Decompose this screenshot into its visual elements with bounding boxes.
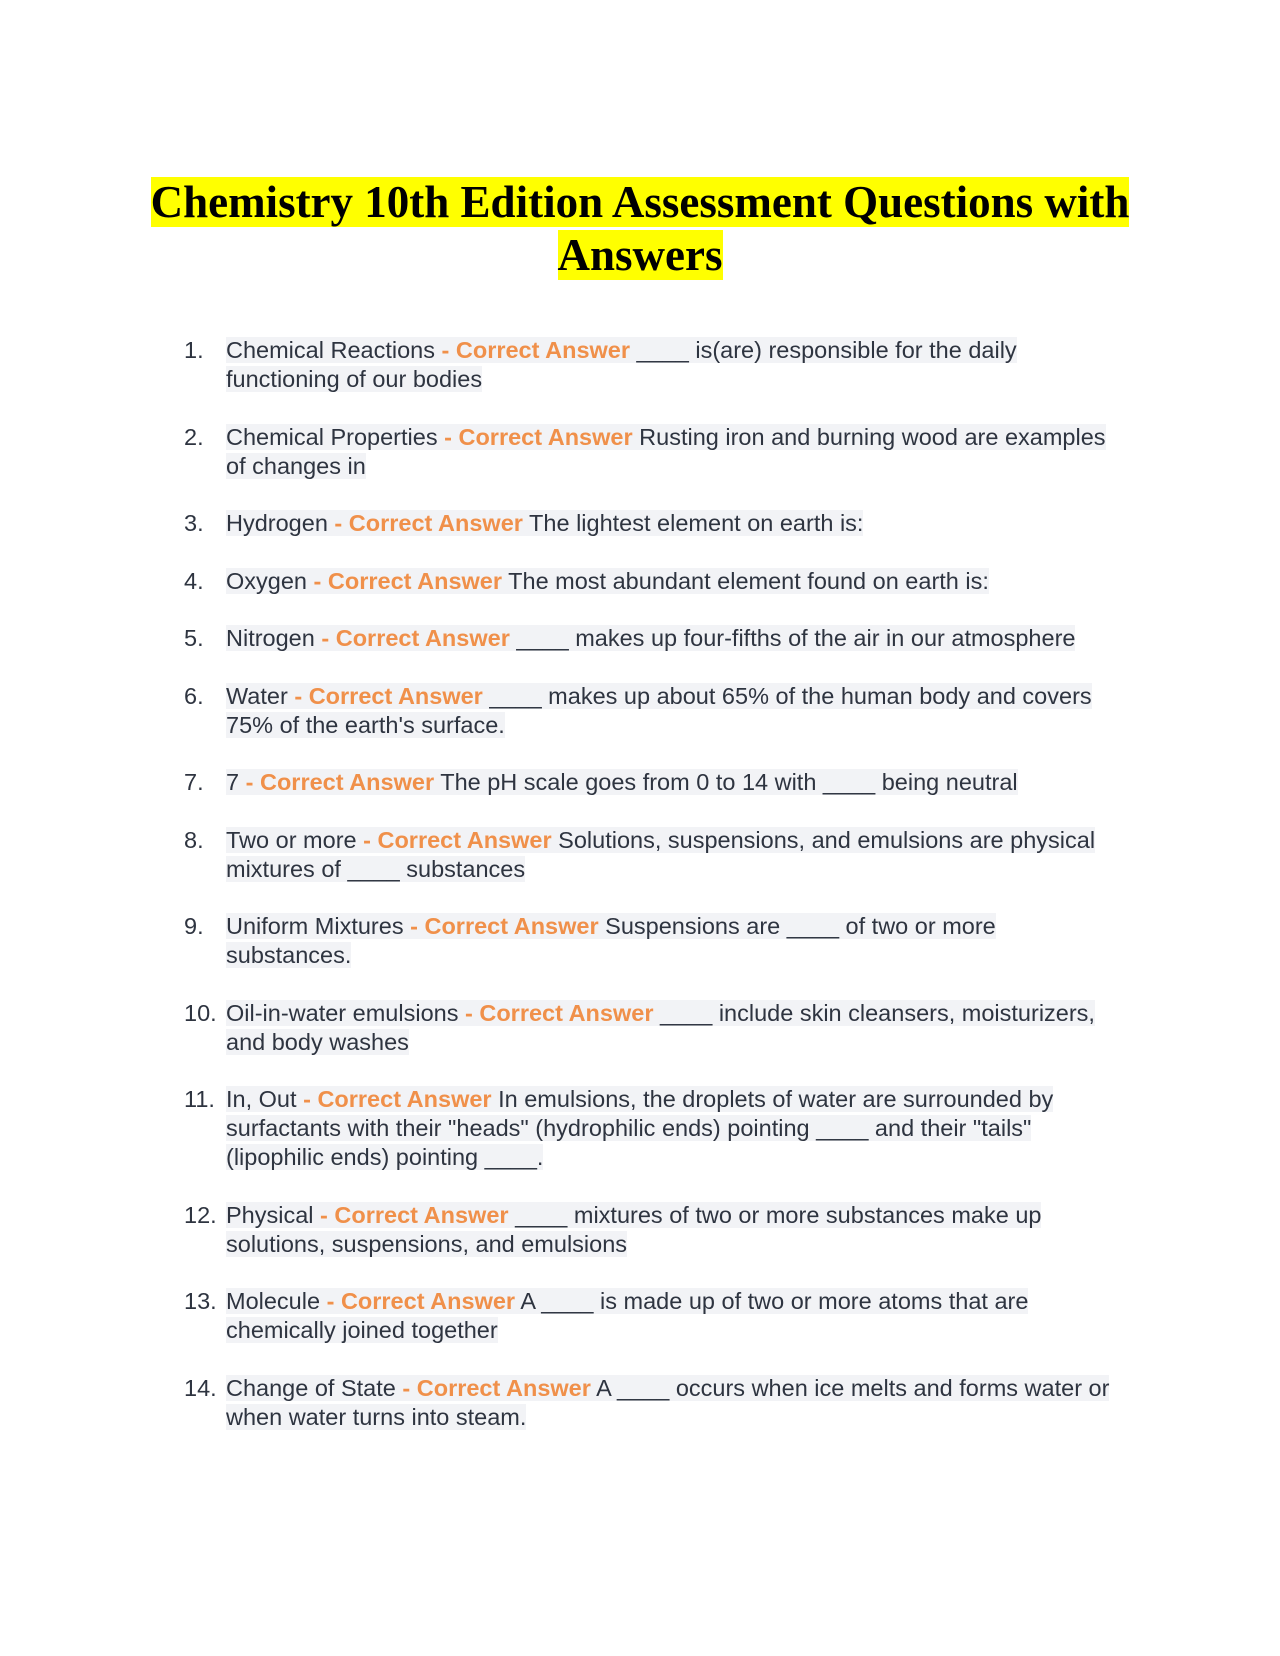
item-text: [226, 769, 1018, 795]
item-number: 11.: [184, 1086, 215, 1112]
item-number: 7.: [184, 769, 204, 795]
answer-separator: -: [307, 567, 328, 594]
item-text: [226, 1375, 1109, 1430]
item-text: [226, 510, 863, 536]
list-item: [184, 509, 1114, 538]
item-text: [226, 1000, 1095, 1055]
item-answer: Hydrogen: [226, 510, 328, 536]
correct-answer-label: Correct Answer: [458, 423, 633, 450]
item-text: [226, 625, 1075, 651]
item-question: The most abundant element found on earth is:: [508, 567, 989, 594]
list-item: [184, 624, 1114, 653]
answer-separator: -: [296, 1086, 318, 1112]
item-number: 13.: [184, 1288, 217, 1314]
item-number: 9.: [184, 913, 204, 939]
item-answer: Chemical Properties: [226, 423, 438, 450]
correct-answer-label: Correct Answer: [479, 999, 654, 1026]
item-text: [226, 337, 1017, 392]
item-number: 12.: [184, 1201, 217, 1228]
item-number: 3.: [184, 510, 204, 536]
item-question: The lightest element on earth is:: [529, 510, 864, 536]
correct-answer-label: Correct Answer: [335, 625, 510, 651]
item-number: 14.: [184, 1374, 217, 1401]
item-text: [226, 913, 996, 968]
answer-separator: -: [320, 1288, 341, 1314]
item-number: 2.: [184, 423, 204, 450]
item-text: [226, 1288, 1028, 1343]
item-question: Rusting iron and burning wood are examples of changes in: [226, 423, 1106, 479]
item-answer: Uniform Mixtures: [226, 913, 404, 939]
list-item: [184, 826, 1114, 884]
list-item: [184, 912, 1114, 970]
list-item: [184, 1287, 1114, 1345]
correct-answer-label: Correct Answer: [334, 1201, 509, 1228]
item-question: Solutions, suspensions, and emulsions are physical mixtures of ____ substances: [226, 826, 1096, 882]
item-text: [226, 568, 989, 594]
answer-separator: -: [395, 1374, 417, 1401]
list-item: [184, 336, 1114, 394]
question-answer-list: [184, 336, 1114, 1460]
answer-separator: -: [287, 682, 309, 709]
item-number: 1.: [184, 337, 204, 363]
item-text: [226, 1086, 1053, 1170]
item-answer: Physical: [226, 1201, 314, 1228]
correct-answer-label: Correct Answer: [348, 510, 523, 536]
document-title-text: Chemistry 10th Edition Assessment Questions with Answers: [150, 177, 1130, 280]
list-item: [184, 999, 1114, 1057]
item-answer: Chemical Reactions: [226, 337, 435, 363]
item-question: ____ mixtures of two or more substances make up solutions, suspensions, and emulsions: [226, 1201, 1042, 1257]
item-answer: Water: [226, 682, 288, 709]
item-question: ____ makes up about 65% of the human body and covers 75% of the earth's surface.: [226, 682, 1092, 738]
item-number: 5.: [184, 625, 204, 651]
item-text: [226, 424, 1106, 479]
item-question: A ____ is made up of two or more atoms that are chemically joined together: [226, 1288, 1029, 1343]
correct-answer-label: Correct Answer: [455, 337, 631, 363]
correct-answer-label: Correct Answer: [377, 826, 552, 853]
answer-separator: -: [239, 769, 260, 795]
item-question: Suspensions are ____ of two or more substances.: [226, 913, 996, 968]
item-question: In emulsions, the droplets of water are surrounded by surfactants with their "heads" (hydrophilic ends) pointing ____ and their "tails" (lipophilic ends) pointing ____.: [226, 1086, 1054, 1170]
answer-separator: -: [356, 826, 378, 853]
correct-answer-label: Correct Answer: [327, 567, 503, 594]
correct-answer-label: Correct Answer: [424, 913, 599, 939]
item-question: The pH scale goes from 0 to 14 with ____ being neutral: [440, 769, 1018, 795]
item-text: [226, 827, 1095, 882]
item-number: 6.: [184, 682, 204, 709]
list-item: [184, 1374, 1114, 1432]
list-item: [184, 423, 1114, 481]
item-answer: Oxygen: [226, 567, 307, 594]
answer-separator: -: [434, 337, 456, 363]
item-question: ____ makes up four-fifths of the air in our atmosphere: [516, 625, 1076, 651]
correct-answer-label: Correct Answer: [308, 682, 483, 709]
item-question: A ____ occurs when ice melts and forms water or when water turns into steam.: [226, 1374, 1110, 1430]
answer-separator: -: [314, 625, 336, 651]
item-answer: In, Out: [226, 1086, 297, 1112]
list-item: [184, 1085, 1114, 1172]
answer-separator: -: [313, 1201, 335, 1228]
item-number: 8.: [184, 826, 204, 853]
item-number: 4.: [184, 567, 204, 594]
list-item: [184, 682, 1114, 740]
item-answer: Change of State: [226, 1374, 396, 1401]
item-answer: Nitrogen: [226, 625, 315, 651]
item-text: [226, 1202, 1041, 1257]
correct-answer-label: Correct Answer: [416, 1374, 591, 1401]
list-item: [184, 1201, 1114, 1259]
item-number: 10.: [184, 999, 217, 1026]
item-answer: Molecule: [226, 1288, 321, 1314]
answer-separator: -: [327, 510, 349, 536]
item-text: [226, 683, 1092, 738]
item-answer: 7: [226, 769, 240, 795]
document-title: [150, 176, 1130, 282]
correct-answer-label: Correct Answer: [340, 1288, 516, 1314]
answer-separator: -: [437, 423, 459, 450]
list-item: [184, 768, 1114, 797]
correct-answer-label: Correct Answer: [259, 769, 435, 795]
item-answer: Oil-in-water emulsions: [226, 999, 459, 1026]
answer-separator: -: [458, 999, 480, 1026]
item-question: ____ is(are) responsible for the daily functioning of our bodies: [226, 337, 1017, 392]
item-answer: Two or more: [226, 826, 357, 853]
item-question: ____ include skin cleansers, moisturizers, and body washes: [226, 999, 1095, 1055]
answer-separator: -: [403, 913, 425, 939]
correct-answer-label: Correct Answer: [317, 1086, 492, 1112]
list-item: [184, 567, 1114, 596]
